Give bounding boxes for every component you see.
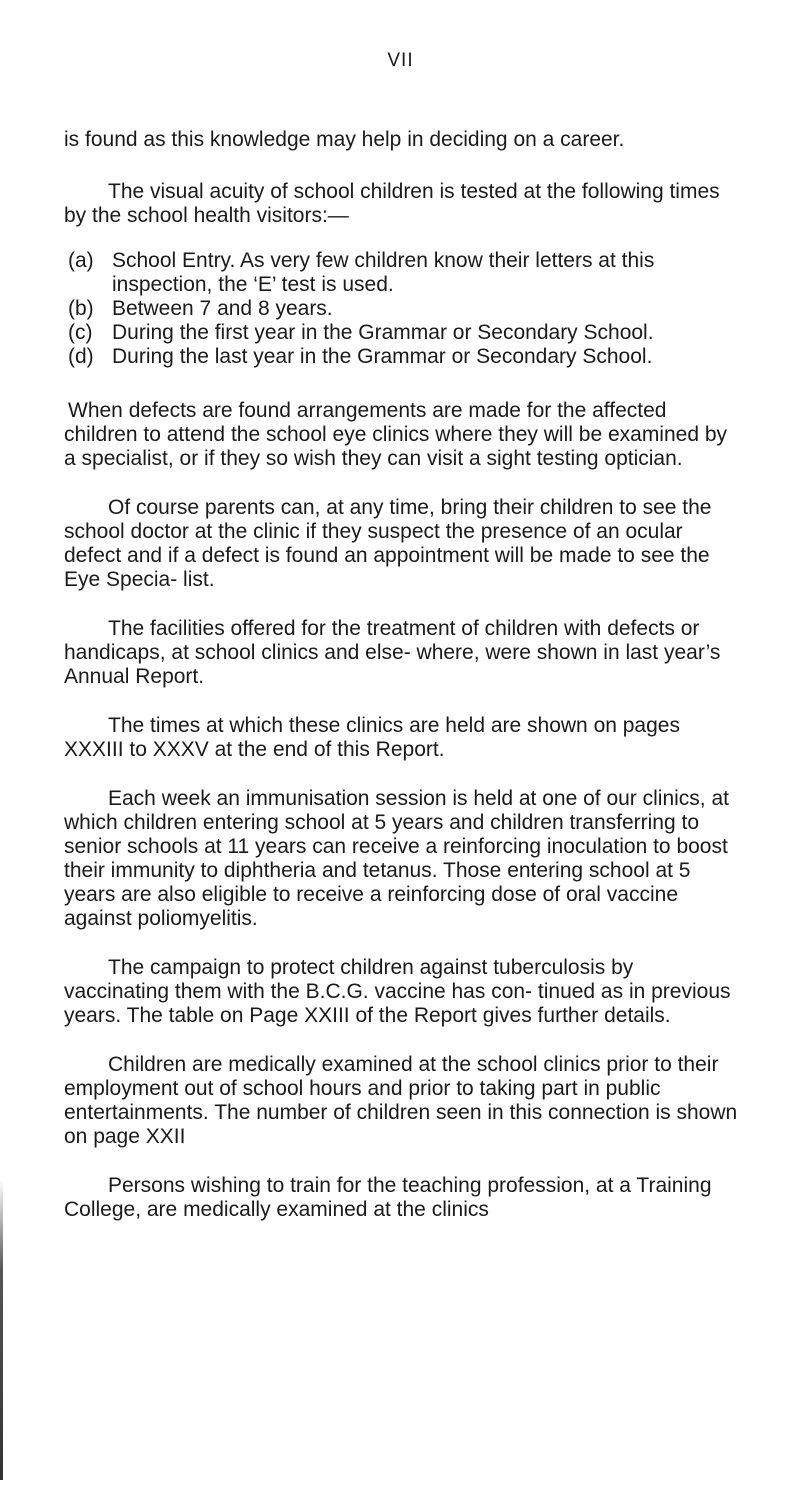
paragraph-employment: Children are medically examined at the school clinics prior to their employment out of school hours and prior to taking part in public entertainments. The number of children seen in this connection is shown on page XXII bbox=[64, 1053, 738, 1148]
paragraph-facilities: The facilities offered for the treatment of children with defects or handicaps, at school clinics and else- where, were shown in last year’s Annual Report. bbox=[64, 617, 721, 688]
paragraph-immunisation: Each week an immunisation session is held at one of our clinics, at which children entering school at 5 years and children transferring to senior schools at 11 years can receive a reinforcing inoculation to boost their immunity to diphtheria and tetanus. Those entering school at 5 years are also eligible to receive a reinforcing dose of oral vaccine against poliomyelitis. bbox=[64, 787, 729, 930]
list-item bbox=[64, 249, 740, 297]
visual-acuity-list bbox=[64, 249, 740, 369]
page-body bbox=[64, 128, 740, 1247]
list-marker: (d) bbox=[68, 345, 94, 368]
paragraph-career: is found as this knowledge may help in deciding on a career. bbox=[64, 128, 625, 151]
paragraph-tuberculosis: The campaign to protect children against tuberculosis by vaccinating them with the B.C.G. vaccine has con- tinued as in previous years. The table on Page XXIII of the Report gives further details. bbox=[64, 956, 731, 1027]
list-marker: (a) bbox=[68, 249, 94, 272]
list-item bbox=[64, 321, 740, 345]
paragraph-defects: When defects are found arrangements are made for the affected children to attend the school eye clinics where they will be examined by a specialist, or if they so wish they can visit a sight testing optician. bbox=[64, 399, 728, 470]
list-item-text: School Entry. As very few children know their letters at this inspection, the ‘E’ test is used. bbox=[112, 249, 655, 296]
list-item-text: Between 7 and 8 years. bbox=[112, 297, 333, 320]
list-item-text: During the first year in the Grammar or Secondary School. bbox=[112, 321, 654, 344]
paragraph-parents: Of course parents can, at any time, bring their children to see the school doctor at the clinic if they suspect the presence of an ocular defect and if a defect is found an appointment will be made to see the Eye Specia- list. bbox=[64, 496, 712, 591]
scan-edge-shadow bbox=[0, 1180, 3, 1480]
page-number: VII bbox=[387, 50, 414, 71]
list-item-text: During the last year in the Grammar or Secondary School. bbox=[112, 345, 653, 368]
list-item bbox=[64, 297, 740, 321]
paragraph-clinic-times: The times at which these clinics are held are shown on pages XXXIII to XXXV at the end of this Report. bbox=[64, 714, 680, 761]
list-marker: (b) bbox=[68, 297, 94, 320]
paragraph-visual-acuity: The visual acuity of school children is tested at the following times by the school health visitors:— bbox=[64, 180, 720, 227]
list-item bbox=[64, 345, 740, 369]
list-marker: (c) bbox=[68, 321, 93, 344]
paragraph-teaching: Persons wishing to train for the teaching profession, at a Training College, are medically examined at the clinics bbox=[64, 1174, 712, 1221]
